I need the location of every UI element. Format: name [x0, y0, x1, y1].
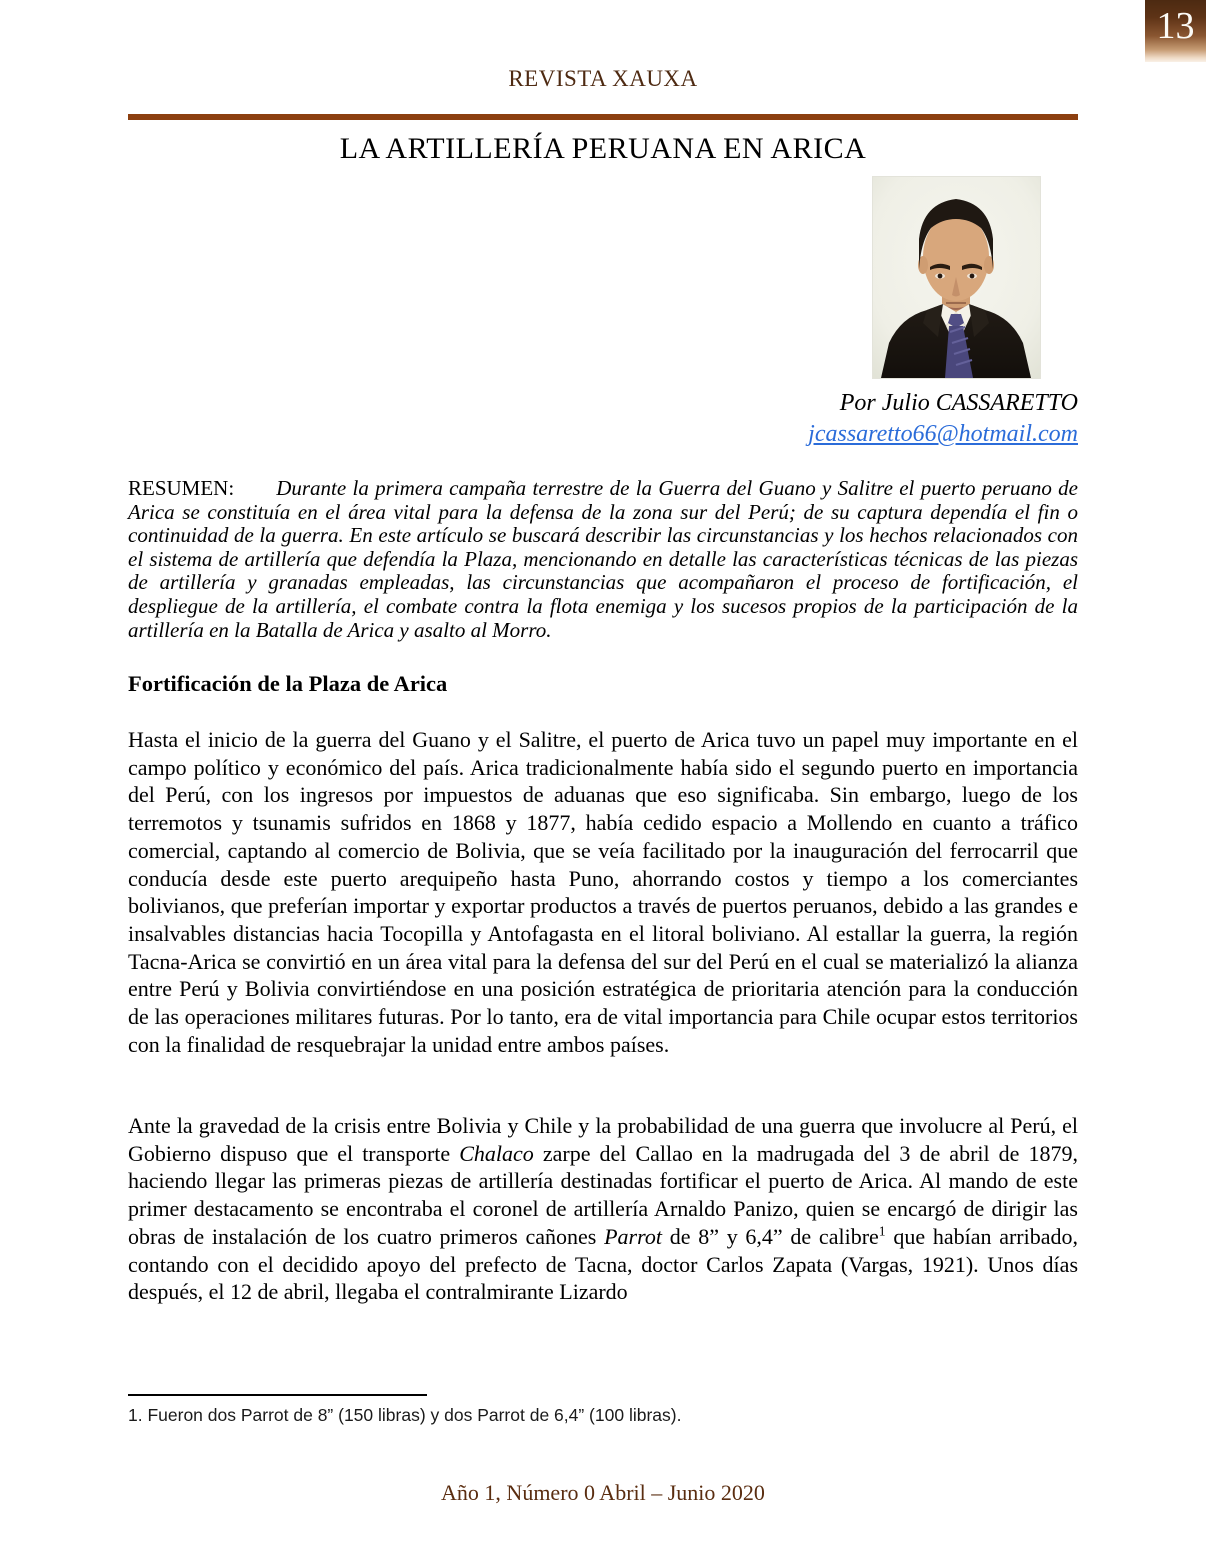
body-paragraph-2: Ante la gravedad de la crisis entre Bolivia y Chile y la probabilidad de una guerra que involucre al Perú, el Gobierno dispuso que el transporte Chalaco zarpe del Callao en la madrugada del 3 de abril de 1879, haciendo llegar las primeras piezas de artillería destinadas fortificar el puerto de Arica. Al mando de este primer destacamento se encontraba el coronel de artillería Arnaldo Panizo, quien se encargó de dirigir las obras de instalación de los cuatro primeros cañones Parrot de 8” y 6,4” de calibre$^1$ que habían arribado, contando con el decidido apoyo del prefecto de Tacna, doctor Carlos Zapata (Vargas, 1921). Unos días después, el 12 de abril, llegaba el contralmirante Lizardo	[128, 1113, 1079, 1305]
author-email-line	[128, 421, 1078, 448]
header-rule	[128, 114, 1078, 120]
footnote-separator	[128, 1394, 427, 1396]
abstract-text: Durante la primera campaña terrestre de la Guerra del Guano y Salitre el puerto peruano de Arica se constituía en el área vital para la defensa de la zona sur del Perú; de su captura dependía el fin o continuidad de la guerra. En este artículo se buscará describir las circunstancias y los hechos relacionados con el sistema de artillería que defendía la Plaza, mencionando en detalle las características técnicas de las piezas de artillería y granadas empleadas, las circunstancias que acompañaron el proceso de fortificación, el despliegue de la artillería, el combate contra la flota enemiga y los sucesos propios de la participación de la artillería en la Batalla de Arica y asalto al Morro.	[128, 476, 1078, 642]
body-paragraph-1: Hasta el inicio de la guerra del Guano y el Salitre, el puerto de Arica tuvo un papel muy importante en el campo político y económico del país. Arica tradicionalmente había sido el segundo puerto en importancia del Perú, con los ingresos por impuestos de aduanas que eso significaba. Sin embargo, luego de los terremotos y tsunamis sufridos en 1868 y 1877, había cedido espacio a Mollendo en cuanto a tráfico comercial, captando al comercio de Bolivia, que se veía facilitado por la inauguración del ferrocarril que conducía desde este puerto arequipeño hasta Puno, ahorrando costos y tiempo a los comerciantes bolivianos, que preferían importar y exportar productos a través de puertos peruanos, debido a las grandes e insalvables distancias hacia Tocopilla y Antofagasta en el litoral boliviano. Al estallar la guerra, la región Tacna-Arica se convirtió en un área vital para la defensa del sur del Perú en el cual se materializó la alianza entre Perú y Bolivia convirtiéndose en una posición estratégica de prioritaria atención para la conducción de las operaciones militares futuras. Por lo tanto, era de vital importancia para Chile ocupar estos territorios con la finalidad de resquebrajar la unidad entre ambos países.	[128, 727, 1078, 1057]
journal-name: REVISTA XAUXA	[508, 66, 698, 91]
page-number-badge	[1145, 0, 1206, 62]
section-heading: Fortificación de la Plaza de Arica	[128, 671, 448, 696]
abstract-label: RESUMEN:	[128, 476, 235, 500]
author-photo	[873, 177, 1040, 378]
article-title: LA ARTILLERÍA PERUANA EN ARICA	[339, 132, 867, 165]
footnote: 1. Fueron dos Parrot de 8” (150 libras) y dos Parrot de 6,4” (100 libras).	[128, 1405, 682, 1425]
author-email-link[interactable]: jcassaretto66@hotmail.com	[808, 421, 1078, 447]
author-portrait-image	[873, 177, 1040, 378]
abstract	[128, 477, 1078, 642]
page-footer: Año 1, Número 0 Abril – Junio 2020	[441, 1480, 765, 1505]
page-number: 13	[1156, 5, 1195, 47]
author-byline: Por Julio CASSARETTO	[839, 390, 1078, 416]
